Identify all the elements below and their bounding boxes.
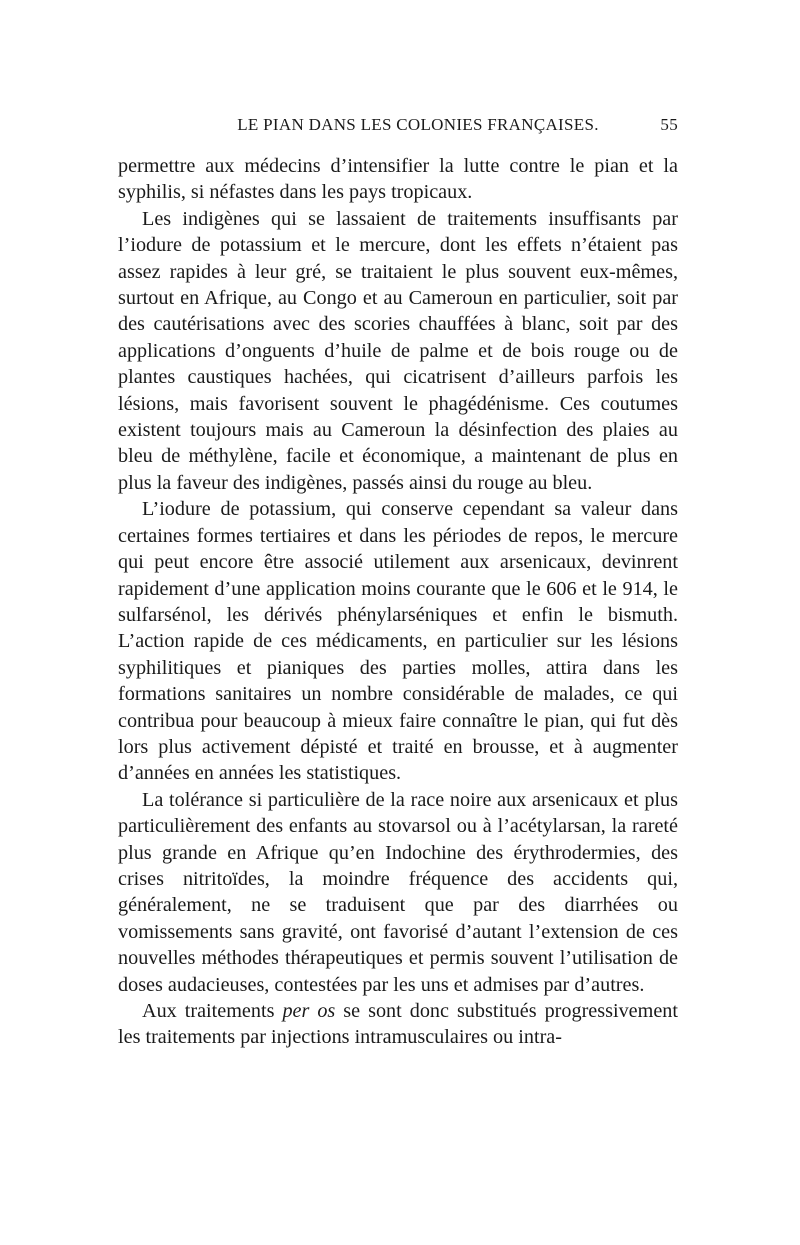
- paragraph-5-italic: per os: [282, 1000, 336, 1022]
- paragraph-5-start: Aux traitements: [142, 1000, 275, 1022]
- body-text: [118, 153, 678, 1051]
- page-number: 55: [660, 115, 678, 134]
- paragraph-4: La tolérance si particulière de la race noire aux arsenicaux et plus particulièrement des enfants au stovarsol ou à l’acétylarsan, la rareté plus grande en Afrique qu’en Indochine des érythrodermies, des crises nitritoïdes, la moindre fréquence des accidents qui, généralement, ne se traduisent que par des diarrhées ou vomissements sans gravité, ont favorisé d’autant l’extension de ces nouvelles méthodes thérapeutiques et permis souvent l’utilisation de doses audacieuses, contestées par les uns et admises par d’autres.: [118, 788, 678, 996]
- paragraph-5-end: se sont donc substitués progressivement les traitements par injections intramusculaires ou intra-: [118, 1000, 678, 1049]
- running-header: [118, 115, 678, 141]
- paragraph-2: Les indigènes qui se lassaient de traitements insuffisants par l’iodure de potassium et le mercure, dont les effets n’étaient pas assez rapides à leur gré, se traitaient le plus souvent eux-mêmes, surtout en Afrique, au Congo et au Cameroun en particulier, soit par des cautérisations avec des scories chauffées à blanc, soit par des applications d’onguents d’huile de palme et de bois rouge ou de plantes caustiques hachées, qui cicatrisent d’ailleurs parfois les lésions, mais favorisent souvent le phagédénisme. Ces coutumes existent toujours mais au Cameroun la désinfection des plaies au bleu de méthylène, facile et économique, a maintenant de plus en plus la faveur des indigènes, passés ainsi du rouge au bleu.: [118, 207, 678, 494]
- book-page: [118, 115, 678, 1051]
- paragraph-5: [118, 998, 678, 1051]
- paragraph-1: permettre aux médecins d’intensifier la lutte contre le pian et la syphilis, si néfastes dans les pays tropicaux.: [118, 155, 678, 204]
- paragraph-3: L’iodure de potassium, qui conserve cependant sa valeur dans certaines formes tertiaires et dans les périodes de repos, le mercure qui peut encore être associé utilement aux arsenicaux, devinrent rapidement d’une application moins courante que le 606 et le 914, le sulfarsénol, les dérivés phénylarséniques et enfin le bismuth. L’action rapide de ces médicaments, en particulier sur les lésions syphilitiques et pianiques des parties molles, attira dans les formations sanitaires un nombre considérable de malades, ce qui contribua pour beaucoup à mieux faire connaître le pian, qui fut dès lors plus activement dépisté et traité en brousse, et à augmenter d’années en années les statistiques.: [118, 498, 678, 785]
- running-title: LE PIAN DANS LES COLONIES FRANÇAISES.: [237, 115, 599, 134]
